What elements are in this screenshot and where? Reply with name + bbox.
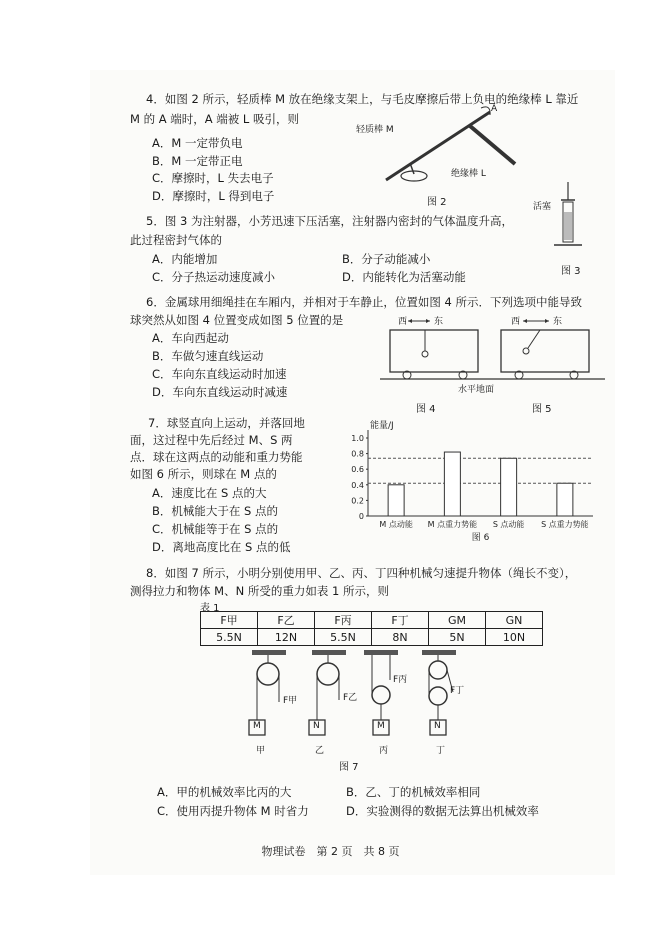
y-tick-label: 0.8 (351, 449, 364, 459)
label-rod-l: 绝缘棒 L (451, 169, 486, 179)
th-g-m: GM (429, 612, 486, 629)
force-bing: F丙 (393, 675, 408, 685)
q5-line1: 5．图 3 为注射器，小芳迅速下压活塞，注射器内密封的气体温度升高， (146, 214, 513, 228)
bar (501, 458, 517, 516)
q6-option-a: A．车向西起动 (152, 331, 229, 345)
fig7-caption: 图 7 (339, 762, 359, 773)
q4-option-d: D．摩擦时，L 得到电子 (152, 189, 275, 203)
q7-option-d: D．离地高度比在 S 点的低 (152, 540, 291, 554)
y-tick-label: 0.2 (351, 496, 364, 506)
fig3-caption: 图 3 (561, 266, 581, 277)
q4-option-c: C．摩擦时，L 失去电子 (152, 171, 274, 185)
force-jia: F甲 (283, 696, 298, 706)
y-tick-label: 0.6 (351, 465, 364, 475)
fig5-caption: 图 5 (532, 404, 552, 415)
th-g-n: GN (486, 612, 543, 629)
fig5-east: 东 (553, 317, 563, 327)
q6-line1: 6．金属球用细绳挂在车厢内，并相对于车静止，位置如图 4 所示．下列选项中能导致 (146, 295, 582, 309)
q7-line1: 7．球竖直向上运动，并落回地 (148, 416, 305, 430)
th-f-bing: F丙 (315, 612, 372, 629)
td-f-jia: 5.5N (201, 629, 258, 646)
y-tick-label: 1.0 (351, 434, 364, 443)
q5-option-d: D．内能转化为活塞动能 (342, 270, 466, 284)
y-tick-label: 0 (358, 512, 364, 521)
table-value-row (201, 629, 543, 646)
y-tick-label: 0.4 (351, 480, 364, 490)
q8-option-c: C．使用丙提升物体 M 时省力 (157, 804, 309, 818)
table1-title: 表 1 (200, 603, 220, 614)
label-rod-m: 轻质棒 M (356, 125, 394, 135)
q4-line2: M 的 A 端时，A 端被 L 吸引，则 (130, 112, 299, 126)
category-label: S 点重力势能 (541, 520, 589, 529)
fig2-caption: 图 2 (427, 197, 447, 208)
force-yi: F乙 (343, 693, 358, 703)
table-header-row (201, 612, 543, 629)
category-label: S 点动能 (492, 520, 525, 529)
td-f-bing: 5.5N (315, 629, 372, 646)
q5-option-b: B．分子动能减小 (342, 252, 431, 266)
fig4-east: 东 (434, 317, 444, 327)
label-yi: 乙 (315, 746, 325, 756)
q7-option-b: B．机械能大于在 S 点的 (152, 504, 278, 518)
label-piston: 活塞 (533, 202, 552, 212)
q5-option-c: C．分子热运动速度减小 (152, 270, 276, 284)
q8-line2: 测得拉力和物体 M、N 所受的重力如表 1 所示，则 (130, 584, 389, 598)
block-n-yi: N (313, 721, 320, 731)
td-g-m: 5N (429, 629, 486, 646)
q7-line2: 面，这过程中先后经过 M、S 两 (130, 433, 293, 447)
fig4-caption: 图 4 (416, 404, 436, 415)
figure-4-5-carriages (375, 315, 615, 405)
y-axis-label: 能量/J (370, 421, 394, 431)
figure-2 (350, 100, 500, 200)
q4-option-a: A．M 一定带负电 (152, 136, 243, 150)
q5-line2: 此过程密封气体的 (130, 233, 222, 247)
th-f-ding: F丁 (372, 612, 429, 629)
td-g-n: 10N (486, 629, 543, 646)
q8-option-d: D．实验测得的数据无法算出机械效率 (346, 804, 539, 818)
category-label: M 点重力势能 (427, 520, 478, 529)
fig5-west: 西 (511, 317, 521, 327)
block-n-ding: N (434, 721, 441, 731)
q7-option-c: C．机械能等于在 S 点的 (152, 522, 279, 536)
bar (557, 483, 573, 516)
th-f-yi: F乙 (258, 612, 315, 629)
figure-6-energy-chart (338, 418, 598, 543)
label-ground: 水平地面 (458, 385, 495, 395)
q4-line1: 4．如图 2 所示，轻质棒 M 放在绝缘支架上，与毛皮摩擦后带上负电的绝缘棒 L 靠近 (146, 92, 579, 106)
bar (388, 485, 404, 516)
q6-line2: 球突然从如图 4 位置变成如图 5 位置的是 (130, 313, 344, 327)
label-bing: 丙 (379, 746, 389, 756)
fig6-caption: 图 6 (471, 533, 490, 543)
q6-option-d: D．车向东直线运动时减速 (152, 385, 288, 399)
force-ding: F丁 (450, 686, 465, 696)
figure-7-pulleys (238, 650, 458, 760)
th-f-jia: F甲 (201, 612, 258, 629)
fig5-carriage (501, 330, 589, 372)
q8-option-a: A．甲的机械效率比丙的大 (157, 785, 292, 799)
q7-option-a: A．速度比在 S 点的大 (152, 486, 267, 500)
label-ding: 丁 (436, 746, 446, 756)
category-label: M 点动能 (379, 520, 413, 529)
q4-option-b: B．M 一定带正电 (152, 154, 243, 168)
q8-option-b: B．乙、丁的机械效率相同 (346, 785, 481, 799)
q6-option-b: B．车做匀速直线运动 (152, 349, 264, 363)
q8-line1: 8．如图 7 所示，小明分别使用甲、乙、丙、丁四种机械匀速提升物体（绳长不变）， (146, 566, 577, 580)
fig4-west: 西 (398, 317, 408, 327)
label-jia: 甲 (256, 746, 266, 756)
td-f-ding: 8N (372, 629, 429, 646)
table-1 (200, 611, 543, 646)
q7-line3: 点．球在这两点的动能和重力势能 (130, 450, 303, 464)
page-footer: 物理试卷 第 2 页 共 8 页 (261, 845, 400, 858)
q7-line4: 如图 6 所示，则球在 M 点的 (130, 467, 277, 481)
label-point-a: A (491, 104, 498, 114)
q5-option-a: A．内能增加 (152, 252, 218, 266)
figure-3-syringe (548, 180, 598, 260)
q6-option-c: C．车向东直线运动时加速 (152, 367, 287, 381)
block-m-jia: M (253, 721, 261, 731)
block-m-bing: M (377, 721, 385, 731)
fig4-carriage (390, 330, 478, 372)
bar (444, 452, 460, 516)
td-f-yi: 12N (258, 629, 315, 646)
